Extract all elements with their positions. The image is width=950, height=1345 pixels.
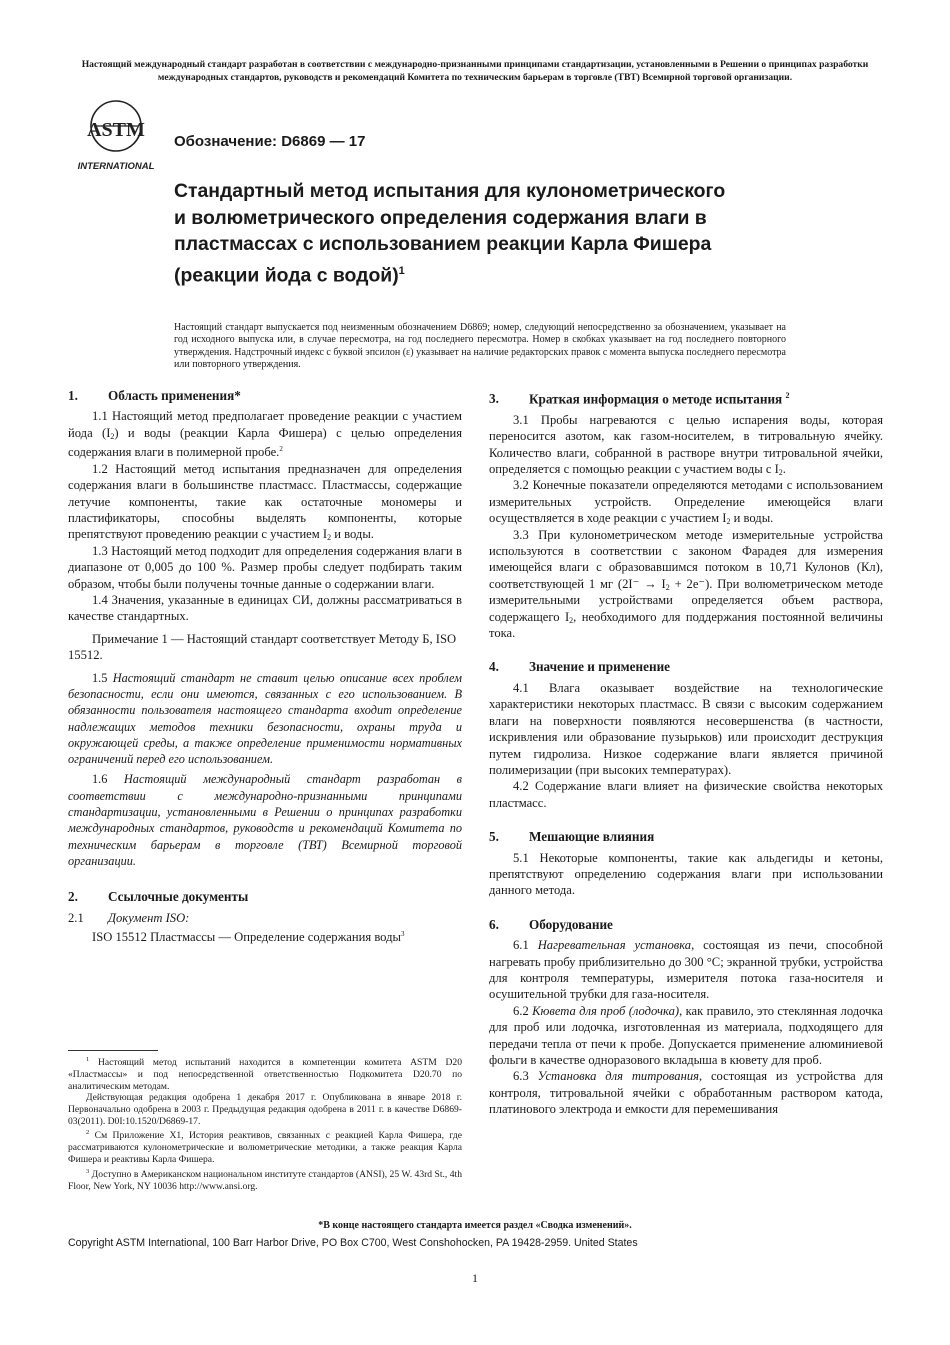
section-title: Область применения* — [108, 388, 241, 403]
logo-text-bottom: INTERNATIONAL — [77, 161, 155, 172]
summary-of-changes-note: *В конце настоящего стандарта имеется раздел «Сводка изменений». — [318, 1220, 632, 1231]
paragraph-4-2: 4.2 Содержание влаги влияет на физические свойства некоторых пластмасс. — [489, 779, 883, 810]
paragraph-4-1: 4.1 Влага оказывает воздействие на технологические характеристики некоторых пластмасс. В связи с высоким содержанием влаги на поверхности появляются несовершенства (в частности, искривления или образование пузырьков) или происходит деструкция путем гидролиза. Низкое содержание влаги является причиной полимеризации (при высоких температурах). — [489, 680, 883, 777]
section-2-heading — [68, 889, 462, 905]
note-1: Примечание 1 — Настоящий стандарт соответствует Методу Б, ISO 15512. — [68, 631, 457, 663]
paragraph-3-3: 3.3 При кулонометрическом методе измерительные устройства используются в соответствии с законом Фарадея для измерения имеющейся влаги с образовавшимся потоком в 10,71 Кулонов (Кл), соответствующей 1 мг $(2I^- \to I_2 + 2e^-)$. При волюметрическом методе измерительными устройствами определяется объем раствора, содержащего $I_2$, необходимого для поддержания постоянной величины тока. — [489, 527, 883, 641]
paragraph-1-2: 1.2 Настоящий метод испытания предназначен для определения содержания влаги в большинстве пластмасс. Пластмассы, содержащие летучие компоненты, такие как остаточные мономеры и пластификаторы, способны выделять компоненты, которые препятствуют проведению реакции с участием $I_2$ и воды. — [68, 461, 462, 543]
section-title: Ссылочные документы — [108, 889, 249, 905]
paragraph-3-2: 3.2 Конечные показатели определяются методами с использованием измерительных устройств. Определение имеющейся влаги осуществляется в ходе реакции с участием $I_2$ и воды. — [489, 478, 883, 527]
copyright: Copyright ASTM International, 100 Barr Harbor Drive, PO Box C700, West Conshohocken, PA 19428-2959. United States — [68, 1237, 638, 1249]
section-4-heading — [489, 659, 883, 675]
footnote-1b: Действующая редакция одобрена 1 декабря 2017 г. Опубликована в январе 2018 г. Первоначально одобрена в 2003 г. Предыдущая редакция одобрена в 2011 г. в качестве D6869-03(2011). D0I:10.1520/D6869-17. — [68, 1092, 462, 1127]
section-title: Значение и применение — [529, 659, 671, 675]
footnote-2: $^2$ См Приложение Х1, История реактивов, связанных с реакцией Карла Фишера, где рассматриваются кулонометрические и волюметрические методики, а также реакция Карла Фишера и реактивы Карла Фишера. — [68, 1129, 462, 1165]
reference-iso-15512: ISO 15512 Пластмассы — Определение содержания воды$^3$ — [92, 930, 405, 945]
intro-paragraph: Настоящий стандарт выпускается под неизменным обозначением D6869; номер, следующий непосредственно за обозначением, указывает на год исходного выпуска или, в случае пересмотра, на год последнего пересмотра. Номер в скобках указывает на год последнего повторного утверждения. Надстрочный индекс с буквой эпсилон (ε) указывает на наличие редакторских правок с момента выпуска последнего пересмотра или повторного утверждения. — [174, 322, 786, 370]
document-title — [174, 178, 734, 288]
paragraph-1-1: 1.1 Настоящий метод предполагает проведение реакции с участием йода $(I_2)$ и воды (реакции Карла Фишера) с целью определения содержания влаги в полимерной пробе.$^2$ — [68, 409, 462, 460]
section-6-heading — [489, 917, 883, 933]
section-title: Краткая информация о методе испытания — [529, 391, 783, 407]
footnote-divider — [68, 1050, 158, 1051]
top-notice: Настоящий международный стандарт разработан в соответствии с международно-признанными принципами стандартизации, установленными в Решении о принципах разработки международных стандартов, руководств и рекомендаций Комитета по техническим барьерам в торговле (ТВТ) Всемирной торговой организации. — [81, 59, 869, 83]
section-number: 6. — [489, 916, 499, 932]
section-number: 5. — [489, 829, 499, 845]
section-number: 2. — [68, 889, 78, 905]
footnote-1: $^1$ Настоящий метод испытаний находится в компетенции комитета ASTM D20 «Пластмассы» и под непосредственной ответственностью Подкомитета D20.70 по аналитическим методам. — [68, 1056, 462, 1092]
footnotes — [68, 1054, 462, 1192]
paragraph-6-3: 6.3 Установка для титрования, состоящая из устройства для контроля, титровальной ячейки с обработанным раствором катода, платинового электрода и емкости для перемешивания — [489, 1069, 884, 1117]
title-text: Стандартный метод испытания для кулонометрического и волюметрического определения содержания влаги в пластмассах с использованием реакции Карла Фишера (реакции йода с водой) — [174, 180, 726, 286]
paragraph-1-3: 1.3 Настоящий метод подходит для определения содержания влаги в диапазоне от 0,005 до 100 %. Размер пробы следует подбирать таким образом, чтобы были получены точные данные о содержании влаги. — [68, 543, 462, 591]
section-title: Оборудование — [529, 916, 613, 932]
paragraph-2-1: 2.1 Документ ISO: — [68, 910, 190, 925]
section-number: 1. — [68, 388, 78, 403]
footnote-3: $^3$ Доступно в Американском национальном институте стандартов (ANSI), 25 W. 43rd St., 4th Floor, New York, NY 10036 http://www.ansi.org. — [68, 1167, 462, 1192]
paragraph-1-4: 1.4 Значения, указанные в единицах СИ, должны рассматриваться в качестве стандартных. — [68, 593, 462, 624]
section-3-heading: 3. Краткая информация о методе испытания $^2$ — [489, 391, 790, 407]
paragraph-3-1: 3.1 Пробы нагреваются с целью испарения воды, которая переносится азотом, как газом-носителем, в титровальную ячейку. Количество влаги, собранной в растворе внутри титровальной ячейки, определяется с помощью реакции с участием воды с $I_2$. — [489, 412, 883, 478]
section-title: Мешающие влияния — [529, 829, 655, 845]
section-number: 3. — [489, 391, 499, 407]
section-5-heading — [489, 829, 883, 845]
paragraph-6-2: 6.2 Кювета для проб (лодочка), как правило, это стеклянная лодочка для проб или лодочка, изготовленная из материала, подходящего для передачи тепла от печи к пробе. Допускается применение алюминиевой фольги в качестве одноразового вкладыша в кювету для проб. — [489, 1003, 883, 1068]
title-footnote-mark: 1 — [398, 264, 405, 277]
paragraph-1-5: 1.5 Настоящий стандарт не ставит целью описание всех проблем безопасности, если они имеются, связанных с его использованием. В обязанности пользователя настоящего стандарта входит определение надлежащих методов техники безопасности, охраны труда и окружающей среды, а также определение применимости нормативных ограничений перед его использованием. — [68, 670, 462, 767]
logo-text-top: ASTM — [87, 119, 145, 141]
astm-logo-icon — [72, 100, 162, 172]
section-1-heading — [68, 388, 462, 404]
left-column — [68, 388, 462, 946]
designation: Обозначение: D6869 — 17 — [174, 133, 366, 150]
section-number: 4. — [489, 659, 499, 675]
page-number: 1 — [472, 1271, 478, 1285]
paragraph-1-6: 1.6 Настоящий международный стандарт разработан в соответствии с международно-признанными принципами стандартизации, установленными в Решении о принципах разработки международных стандартов, руководств и рекомендаций Комитета по техническим барьерам в торговле (ТВТ) Всемирной торговой организации. — [68, 772, 463, 868]
paragraph-5-1: 5.1 Некоторые компоненты, такие как альдегиды и кетоны, препятствуют определению содержания влаги при использовании данного метода. — [489, 850, 883, 898]
paragraph-6-1: 6.1 Нагревательная установка, состоящая из печи, способной нагревать пробу приблизительно до 300 °С; экранной трубки, устройства для контроля температуры, измерителя потока газа-носителя и осушительной трубки для газа-носителя. — [489, 938, 884, 1002]
right-column — [489, 388, 883, 1118]
